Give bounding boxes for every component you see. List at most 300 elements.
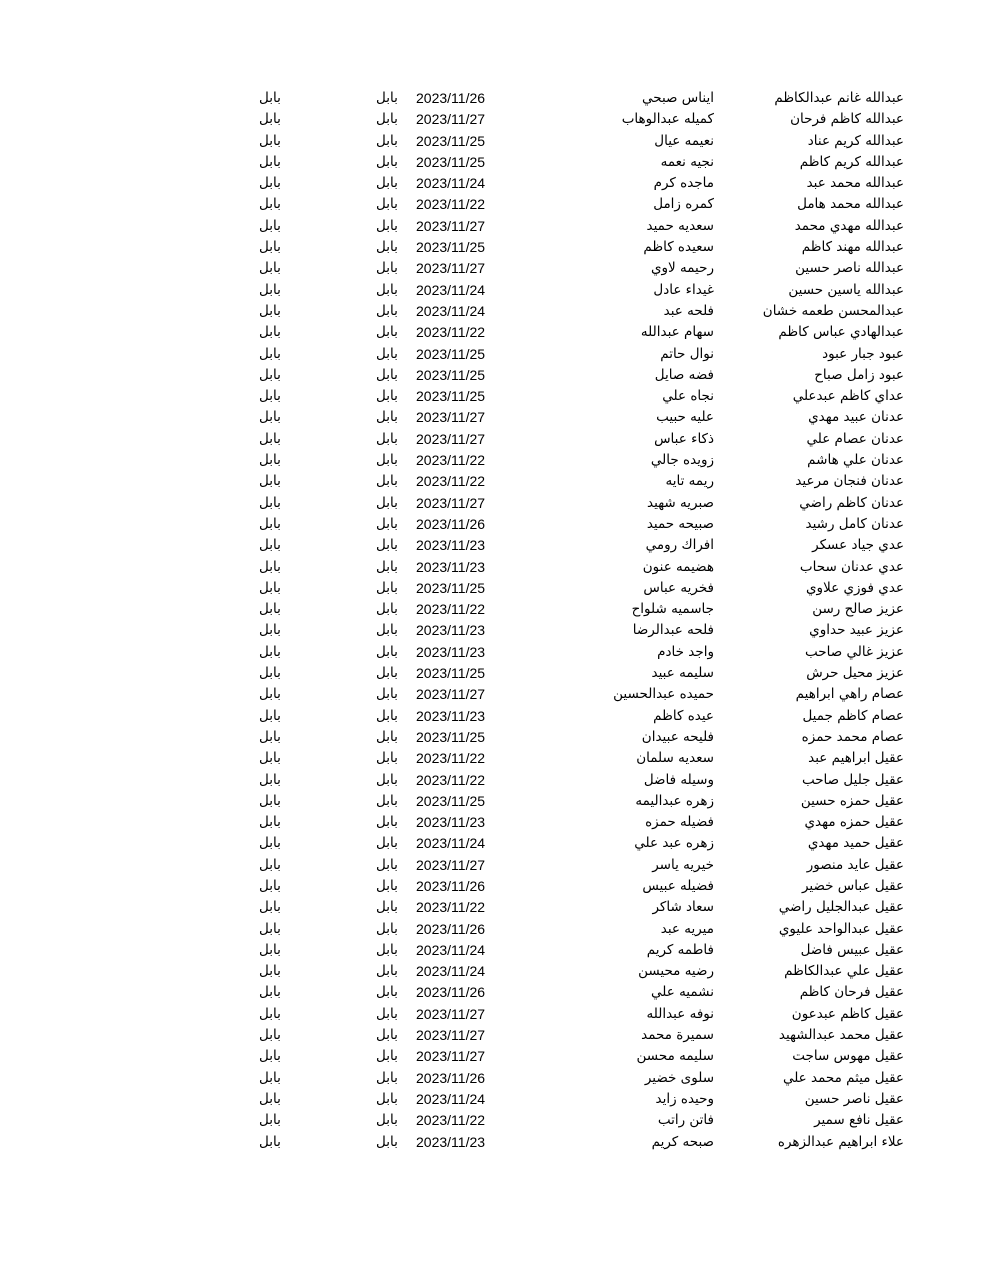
mother-name-cell: افراك رومي	[645, 537, 714, 554]
table-row	[0, 770, 989, 791]
city-cell: بابل	[259, 366, 281, 383]
governorate-cell: بابل	[376, 409, 398, 426]
governorate-cell: بابل	[376, 175, 398, 192]
table-row	[0, 876, 989, 897]
date-cell: 2023/11/25	[416, 579, 486, 596]
mother-name-cell: سهام عبدالله	[640, 324, 714, 341]
date-cell: 2023/11/25	[416, 345, 486, 362]
table-row	[0, 88, 989, 109]
table-row	[0, 1089, 989, 1110]
person-name-cell: عقيل محمد عبدالشهيد	[778, 1027, 904, 1044]
date-cell: 2023/11/27	[416, 430, 486, 447]
governorate-cell: بابل	[376, 473, 398, 490]
date-cell: 2023/11/24	[416, 281, 486, 298]
city-cell: بابل	[259, 302, 281, 319]
person-name-cell: عبدالله كاظم فرحان	[790, 111, 904, 128]
person-name-cell: عقيل عبدالواحد عليوي	[778, 920, 904, 937]
mother-name-cell: فليحه عبيدان	[641, 728, 714, 745]
table-row	[0, 1046, 989, 1067]
governorate-cell: بابل	[376, 686, 398, 703]
date-cell: 2023/11/26	[416, 1069, 486, 1086]
person-name-cell: عقيل جليل صاحب	[801, 771, 904, 788]
table-row	[0, 748, 989, 769]
person-name-cell: عبدالمحسن طعمه خشان	[762, 302, 904, 319]
table-row	[0, 386, 989, 407]
mother-name-cell: عليه حبيب	[656, 409, 714, 426]
mother-name-cell: فلحه عبدالرضا	[632, 622, 714, 639]
mother-name-cell: كمره زامل	[653, 196, 714, 213]
governorate-cell: بابل	[376, 111, 398, 128]
table-row	[0, 258, 989, 279]
table-row	[0, 194, 989, 215]
city-cell: بابل	[259, 281, 281, 298]
governorate-cell: بابل	[376, 324, 398, 341]
records-table	[0, 88, 989, 1153]
city-cell: بابل	[259, 792, 281, 809]
date-cell: 2023/11/26	[416, 515, 486, 532]
date-cell: 2023/11/22	[416, 473, 486, 490]
city-cell: بابل	[259, 1027, 281, 1044]
mother-name-cell: هضيمه عنون	[642, 558, 714, 575]
person-name-cell: عبدالهادي عباس كاظم	[778, 324, 904, 341]
mother-name-cell: فضيله عبيس	[642, 877, 714, 894]
city-cell: بابل	[259, 558, 281, 575]
table-row	[0, 1025, 989, 1046]
mother-name-cell: نعيمه عيال	[654, 132, 714, 149]
person-name-cell: عقيل كاظم عبدعون	[791, 1005, 904, 1022]
date-cell: 2023/11/27	[416, 409, 486, 426]
date-cell: 2023/11/25	[416, 132, 486, 149]
date-cell: 2023/11/26	[416, 90, 486, 106]
table-row	[0, 280, 989, 301]
date-cell: 2023/11/22	[416, 324, 486, 341]
person-name-cell: عدي عدنان سحاب	[799, 558, 904, 575]
mother-name-cell: فضه صايل	[654, 366, 714, 383]
table-row	[0, 322, 989, 343]
date-cell: 2023/11/23	[416, 558, 486, 575]
date-cell: 2023/11/27	[416, 111, 486, 128]
governorate-cell: بابل	[376, 579, 398, 596]
person-name-cell: عداي كاظم عبدعلي	[792, 388, 904, 405]
table-row	[0, 642, 989, 663]
mother-name-cell: فاتن راتب	[657, 1112, 714, 1129]
governorate-cell: بابل	[376, 792, 398, 809]
table-row	[0, 791, 989, 812]
table-row	[0, 855, 989, 876]
date-cell: 2023/11/25	[416, 366, 486, 383]
date-cell: 2023/11/24	[416, 963, 486, 980]
governorate-cell: بابل	[376, 856, 398, 873]
date-cell: 2023/11/25	[416, 665, 486, 682]
person-name-cell: عقيل عبيس فاضل	[800, 941, 904, 958]
governorate-cell: بابل	[376, 196, 398, 213]
person-name-cell: عدي جياد عسكر	[812, 537, 904, 554]
mother-name-cell: سليمه محسن	[636, 1048, 714, 1065]
city-cell: بابل	[259, 494, 281, 511]
date-cell: 2023/11/23	[416, 537, 486, 554]
person-name-cell: عبدالله محمد عبد	[806, 175, 904, 192]
mother-name-cell: ماجده كرم	[653, 175, 714, 192]
city-cell: بابل	[259, 1069, 281, 1086]
person-name-cell: عقيل نافع سمير	[814, 1112, 904, 1129]
table-row	[0, 557, 989, 578]
person-name-cell: عقيل عايد منصور	[806, 856, 904, 873]
person-name-cell: علاء ابراهيم عبدالزهره	[777, 1133, 904, 1150]
table-row	[0, 940, 989, 961]
city-cell: بابل	[259, 771, 281, 788]
city-cell: بابل	[259, 835, 281, 852]
mother-name-cell: فضيله حمزه	[645, 814, 714, 831]
city-cell: بابل	[259, 217, 281, 234]
mother-name-cell: زهره عبد علي	[634, 835, 714, 852]
table-row	[0, 919, 989, 940]
table-row	[0, 216, 989, 237]
person-name-cell: عدنان علي هاشم	[807, 452, 904, 469]
date-cell: 2023/11/23	[416, 814, 486, 831]
city-cell: بابل	[259, 90, 281, 106]
mother-name-cell: سعيده كاظم	[643, 239, 714, 256]
table-row	[0, 1004, 989, 1025]
mother-name-cell: وسيله فاضل	[643, 771, 714, 788]
date-cell: 2023/11/27	[416, 1027, 486, 1044]
city-cell: بابل	[259, 473, 281, 490]
governorate-cell: بابل	[376, 1133, 398, 1150]
governorate-cell: بابل	[376, 281, 398, 298]
mother-name-cell: وحيده زايد	[655, 1090, 714, 1107]
table-row	[0, 961, 989, 982]
person-name-cell: عبدالله محمد هامل	[797, 196, 904, 213]
governorate-cell: بابل	[376, 920, 398, 937]
governorate-cell: بابل	[376, 494, 398, 511]
date-cell: 2023/11/27	[416, 686, 486, 703]
mother-name-cell: فاطمه كريم	[646, 941, 714, 958]
date-cell: 2023/11/22	[416, 601, 486, 618]
mother-name-cell: غيداء عادل	[653, 281, 714, 298]
mother-name-cell: صبيحه حميد	[646, 515, 714, 532]
mother-name-cell: رحيمه لاوي	[650, 260, 714, 277]
city-cell: بابل	[259, 750, 281, 767]
table-row	[0, 493, 989, 514]
governorate-cell: بابل	[376, 1005, 398, 1022]
city-cell: بابل	[259, 899, 281, 916]
mother-name-cell: رضيه محيسن	[638, 963, 714, 980]
governorate-cell: بابل	[376, 984, 398, 1001]
date-cell: 2023/11/25	[416, 388, 486, 405]
mother-name-cell: فخريه عباس	[643, 579, 714, 596]
mother-name-cell: خيريه ياسر	[652, 856, 714, 873]
city-cell: بابل	[259, 1005, 281, 1022]
governorate-cell: بابل	[376, 1069, 398, 1086]
mother-name-cell: نجيه نعمه	[660, 153, 714, 170]
mother-name-cell: سعديه سلمان	[636, 750, 714, 767]
date-cell: 2023/11/24	[416, 302, 486, 319]
governorate-cell: بابل	[376, 941, 398, 958]
mother-name-cell: سليمه عبيد	[651, 665, 714, 682]
table-row	[0, 471, 989, 492]
date-cell: 2023/11/27	[416, 1005, 486, 1022]
city-cell: بابل	[259, 856, 281, 873]
governorate-cell: بابل	[376, 1090, 398, 1107]
date-cell: 2023/11/23	[416, 1133, 486, 1150]
city-cell: بابل	[259, 622, 281, 639]
city-cell: بابل	[259, 260, 281, 277]
mother-name-cell: حميده عبدالحسين	[613, 686, 714, 703]
mother-name-cell: ريمه تايه	[665, 473, 714, 490]
person-name-cell: عبدالله مهدي محمد	[794, 217, 904, 234]
date-cell: 2023/11/23	[416, 622, 486, 639]
date-cell: 2023/11/26	[416, 877, 486, 894]
governorate-cell: بابل	[376, 537, 398, 554]
mother-name-cell: نوال حاتم	[660, 345, 714, 362]
city-cell: بابل	[259, 665, 281, 682]
city-cell: بابل	[259, 814, 281, 831]
mother-name-cell: سميرة محمد	[641, 1027, 714, 1044]
table-row	[0, 173, 989, 194]
governorate-cell: بابل	[376, 217, 398, 234]
person-name-cell: عقيل ناصر حسين	[804, 1090, 904, 1107]
person-name-cell: عقيل مهوس ساجت	[792, 1048, 904, 1065]
governorate-cell: بابل	[376, 665, 398, 682]
table-row	[0, 599, 989, 620]
date-cell: 2023/11/24	[416, 941, 486, 958]
person-name-cell: عبدالله غانم عبدالكاظم	[774, 90, 904, 106]
governorate-cell: بابل	[376, 260, 398, 277]
table-row	[0, 1110, 989, 1131]
mother-name-cell: جاسميه شلواح	[631, 601, 714, 618]
mother-name-cell: صبحه كريم	[651, 1133, 714, 1150]
date-cell: 2023/11/24	[416, 835, 486, 852]
mother-name-cell: واجد خادم	[657, 643, 714, 660]
date-cell: 2023/11/26	[416, 984, 486, 1001]
mother-name-cell: كميله عبدالوهاب	[621, 111, 714, 128]
governorate-cell: بابل	[376, 601, 398, 618]
mother-name-cell: صبريه شهيد	[647, 494, 714, 511]
date-cell: 2023/11/23	[416, 707, 486, 724]
table-row	[0, 620, 989, 641]
person-name-cell: عدنان فنجان مرعيد	[795, 473, 904, 490]
mother-name-cell: زويده جالي	[650, 452, 714, 469]
city-cell: بابل	[259, 132, 281, 149]
city-cell: بابل	[259, 1090, 281, 1107]
governorate-cell: بابل	[376, 515, 398, 532]
city-cell: بابل	[259, 196, 281, 213]
city-cell: بابل	[259, 239, 281, 256]
mother-name-cell: نجاه علي	[662, 388, 714, 405]
date-cell: 2023/11/25	[416, 792, 486, 809]
mother-name-cell: سلوى خضير	[644, 1069, 714, 1086]
table-row	[0, 429, 989, 450]
city-cell: بابل	[259, 430, 281, 447]
person-name-cell: عقيل عباس خضير	[801, 877, 904, 894]
table-row	[0, 684, 989, 705]
date-cell: 2023/11/25	[416, 728, 486, 745]
date-cell: 2023/11/27	[416, 856, 486, 873]
city-cell: بابل	[259, 537, 281, 554]
mother-name-cell: نوفه عبدالله	[646, 1005, 714, 1022]
city-cell: بابل	[259, 324, 281, 341]
table-row	[0, 727, 989, 748]
person-name-cell: عزيز محيل حرش	[806, 665, 904, 682]
governorate-cell: بابل	[376, 835, 398, 852]
date-cell: 2023/11/22	[416, 452, 486, 469]
city-cell: بابل	[259, 920, 281, 937]
governorate-cell: بابل	[376, 558, 398, 575]
governorate-cell: بابل	[376, 1112, 398, 1129]
person-name-cell: عقيل علي عبدالكاظم	[784, 963, 904, 980]
date-cell: 2023/11/22	[416, 196, 486, 213]
governorate-cell: بابل	[376, 643, 398, 660]
person-name-cell: عزيز صالح رسن	[812, 601, 904, 618]
city-cell: بابل	[259, 1048, 281, 1065]
city-cell: بابل	[259, 579, 281, 596]
governorate-cell: بابل	[376, 239, 398, 256]
person-name-cell: عبدالله مهند كاظم	[801, 239, 904, 256]
table-row	[0, 344, 989, 365]
person-name-cell: عبود زامل صباح	[814, 366, 904, 383]
governorate-cell: بابل	[376, 963, 398, 980]
mother-name-cell: عيده كاظم	[653, 707, 714, 724]
date-cell: 2023/11/24	[416, 175, 486, 192]
table-row	[0, 301, 989, 322]
date-cell: 2023/11/24	[416, 1090, 486, 1107]
city-cell: بابل	[259, 1112, 281, 1129]
date-cell: 2023/11/22	[416, 899, 486, 916]
date-cell: 2023/11/26	[416, 920, 486, 937]
person-name-cell: عقيل ابراهيم عبد	[808, 750, 904, 767]
table-row	[0, 237, 989, 258]
date-cell: 2023/11/27	[416, 494, 486, 511]
date-cell: 2023/11/23	[416, 643, 486, 660]
city-cell: بابل	[259, 877, 281, 894]
city-cell: بابل	[259, 1133, 281, 1150]
table-row	[0, 663, 989, 684]
mother-name-cell: نشميه علي	[651, 984, 714, 1001]
date-cell: 2023/11/27	[416, 217, 486, 234]
city-cell: بابل	[259, 707, 281, 724]
person-name-cell: عقيل حميد مهدي	[807, 835, 904, 852]
governorate-cell: بابل	[376, 132, 398, 149]
date-cell: 2023/11/22	[416, 771, 486, 788]
person-name-cell: عدنان عبيد مهدي	[808, 409, 904, 426]
mother-name-cell: زهره عبداليمه	[635, 792, 714, 809]
governorate-cell: بابل	[376, 345, 398, 362]
person-name-cell: عبدالله ناصر حسين	[795, 260, 904, 277]
person-name-cell: عصام محمد حمزه	[801, 728, 904, 745]
date-cell: 2023/11/27	[416, 260, 486, 277]
city-cell: بابل	[259, 941, 281, 958]
city-cell: بابل	[259, 963, 281, 980]
governorate-cell: بابل	[376, 750, 398, 767]
person-name-cell: عقيل حمزه مهدي	[804, 814, 904, 831]
date-cell: 2023/11/22	[416, 750, 486, 767]
city-cell: بابل	[259, 686, 281, 703]
governorate-cell: بابل	[376, 90, 398, 106]
person-name-cell: عزيز عبيد حداوي	[809, 622, 904, 639]
date-cell: 2023/11/22	[416, 1112, 486, 1129]
mother-name-cell: سعديه حميد	[646, 217, 714, 234]
table-row	[0, 1132, 989, 1153]
table-row	[0, 109, 989, 130]
person-name-cell: عدنان كاظم راضي	[799, 494, 904, 511]
table-row	[0, 706, 989, 727]
table-row	[0, 812, 989, 833]
city-cell: بابل	[259, 643, 281, 660]
governorate-cell: بابل	[376, 430, 398, 447]
date-cell: 2023/11/27	[416, 1048, 486, 1065]
table-row	[0, 578, 989, 599]
person-name-cell: عدنان عصام علي	[806, 430, 904, 447]
person-name-cell: عقيل حمزه حسين	[800, 792, 904, 809]
person-name-cell: عبدالله ياسين حسين	[788, 281, 904, 298]
table-row	[0, 535, 989, 556]
city-cell: بابل	[259, 345, 281, 362]
person-name-cell: عصام كاظم جميل	[802, 707, 904, 724]
table-row	[0, 152, 989, 173]
date-cell: 2023/11/25	[416, 153, 486, 170]
city-cell: بابل	[259, 388, 281, 405]
person-name-cell: عزيز غالي صاحب	[804, 643, 904, 660]
table-row	[0, 131, 989, 152]
city-cell: بابل	[259, 515, 281, 532]
city-cell: بابل	[259, 153, 281, 170]
city-cell: بابل	[259, 601, 281, 618]
person-name-cell: عبدالله كريم عناد	[807, 132, 904, 149]
date-cell: 2023/11/25	[416, 239, 486, 256]
mother-name-cell: ايناس صبحي	[642, 90, 714, 106]
person-name-cell: عقيل فرحان كاظم	[799, 984, 904, 1001]
mother-name-cell: ذكاء عباس	[654, 430, 714, 447]
mother-name-cell: سعاد شاكر	[652, 899, 714, 916]
table-row	[0, 833, 989, 854]
table-row	[0, 365, 989, 386]
governorate-cell: بابل	[376, 877, 398, 894]
city-cell: بابل	[259, 175, 281, 192]
governorate-cell: بابل	[376, 1027, 398, 1044]
governorate-cell: بابل	[376, 899, 398, 916]
city-cell: بابل	[259, 409, 281, 426]
table-row	[0, 514, 989, 535]
mother-name-cell: فلحه عبد	[663, 302, 714, 319]
city-cell: بابل	[259, 728, 281, 745]
governorate-cell: بابل	[376, 1048, 398, 1065]
governorate-cell: بابل	[376, 366, 398, 383]
table-row	[0, 982, 989, 1003]
governorate-cell: بابل	[376, 452, 398, 469]
person-name-cell: عصام راهي ابراهيم	[795, 686, 904, 703]
city-cell: بابل	[259, 984, 281, 1001]
governorate-cell: بابل	[376, 707, 398, 724]
governorate-cell: بابل	[376, 771, 398, 788]
governorate-cell: بابل	[376, 622, 398, 639]
mother-name-cell: ميريه عبد	[660, 920, 714, 937]
person-name-cell: عدنان كامل رشيد	[805, 515, 904, 532]
person-name-cell: عقيل ميثم محمد علي	[782, 1069, 904, 1086]
table-row	[0, 897, 989, 918]
person-name-cell: عبدالله كريم كاظم	[799, 153, 904, 170]
city-cell: بابل	[259, 111, 281, 128]
table-row	[0, 407, 989, 428]
person-name-cell: عبود جبار عبود	[822, 345, 904, 362]
governorate-cell: بابل	[376, 302, 398, 319]
table-row	[0, 450, 989, 471]
governorate-cell: بابل	[376, 728, 398, 745]
person-name-cell: عدي فوزي علاوي	[805, 579, 904, 596]
governorate-cell: بابل	[376, 153, 398, 170]
table-row	[0, 1068, 989, 1089]
governorate-cell: بابل	[376, 388, 398, 405]
governorate-cell: بابل	[376, 814, 398, 831]
city-cell: بابل	[259, 452, 281, 469]
